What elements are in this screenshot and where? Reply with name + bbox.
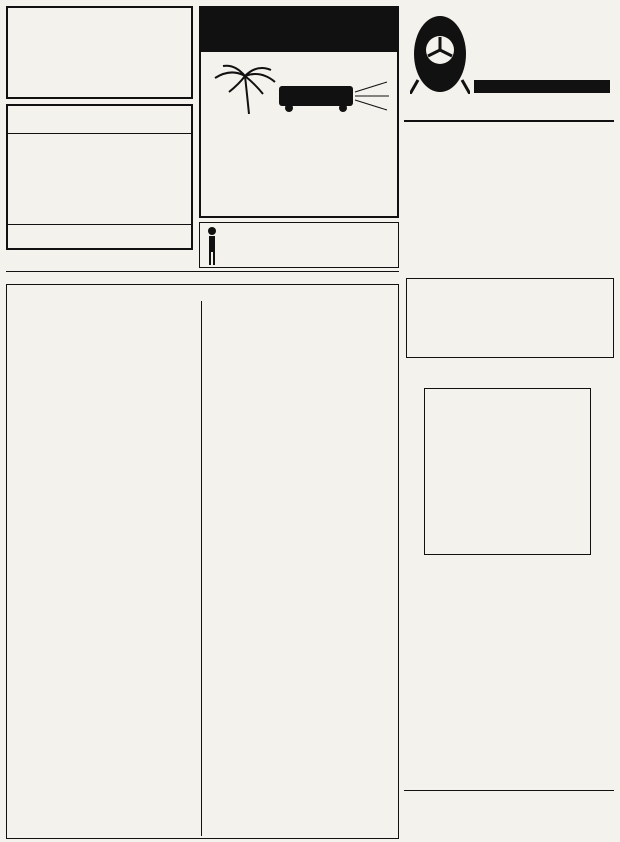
ad-finca-box — [6, 104, 193, 250]
pharmacies-col2 — [207, 302, 393, 618]
divider — [8, 224, 191, 225]
ad-calor-box — [199, 6, 399, 218]
ad-calor-header — [201, 8, 397, 52]
ad-crecer-box — [199, 222, 399, 268]
municipal-notice — [404, 124, 614, 274]
pharmacies-box — [6, 284, 399, 839]
ad-suiza-box — [406, 278, 614, 358]
divider — [8, 133, 191, 134]
divider — [6, 271, 399, 272]
pharmacies-col1-b — [12, 635, 196, 835]
pharmacies-col2-b — [207, 635, 393, 835]
divider — [404, 120, 614, 122]
column-divider — [201, 301, 202, 836]
ad-vigile-box — [410, 6, 614, 118]
ad-vigile-brand — [474, 80, 610, 93]
pharmacies-col1-a — [12, 302, 196, 602]
crossword-verticales — [404, 680, 614, 776]
palm-heater-illustration — [209, 64, 391, 114]
person-figure-icon — [203, 226, 221, 266]
crossword-grid — [424, 388, 591, 555]
crossword-horizontales — [404, 560, 614, 678]
ad-gane-box — [6, 6, 193, 99]
divider — [404, 790, 614, 791]
fan-figure-illustration — [410, 10, 470, 94]
